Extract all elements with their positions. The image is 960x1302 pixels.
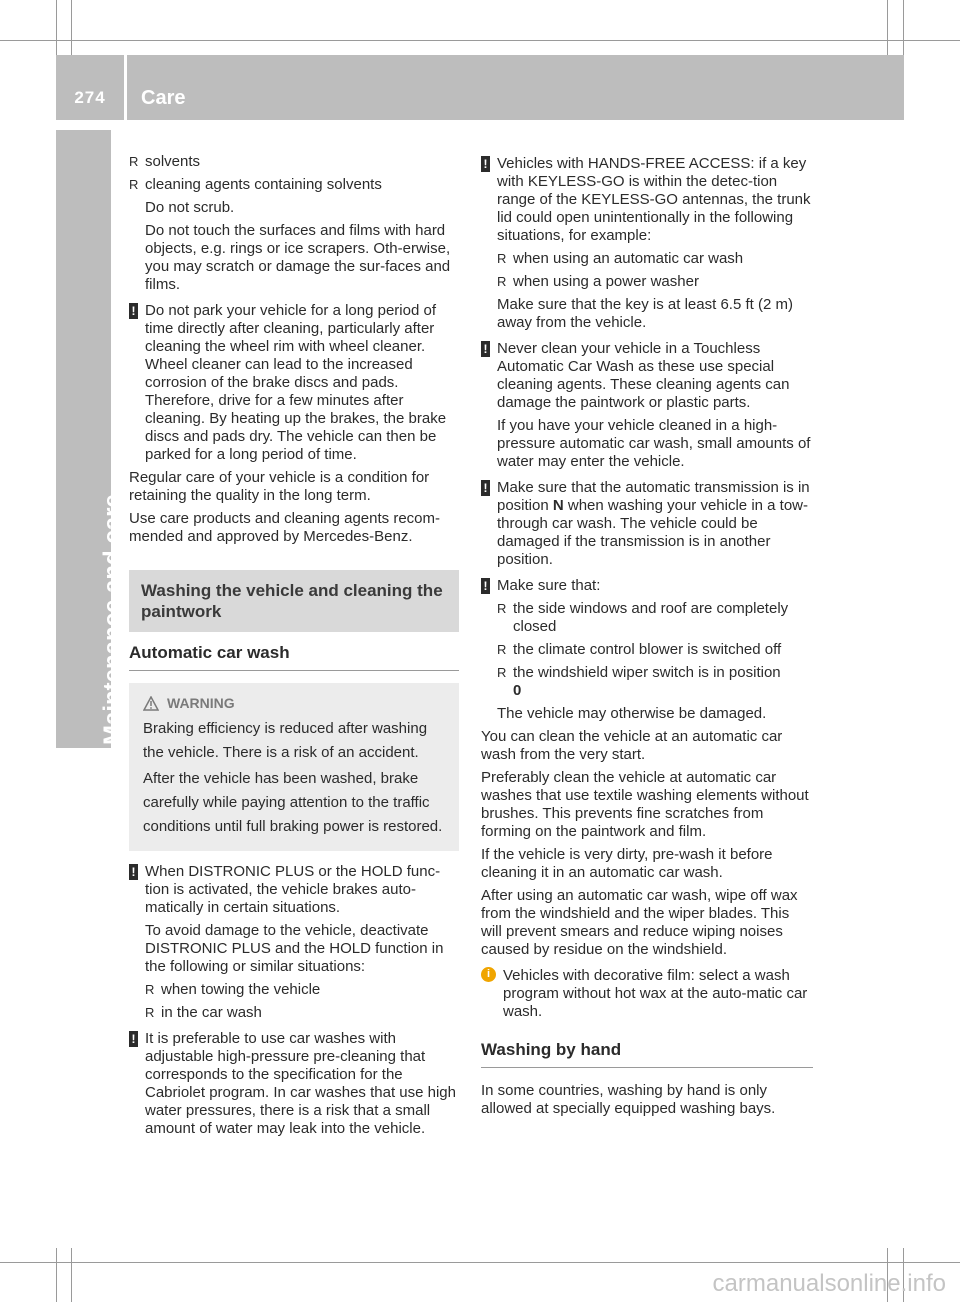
list-item: R the side windows and roof are completely closed [497,600,813,636]
note-text: Make sure that: [497,577,601,594]
note-text-a: Make sure that the automatic transmission is in position [497,479,810,514]
paragraph: The vehicle may otherwise be damaged. [497,705,767,722]
paragraph: If you have your vehicle cleaned in a high-pressure automatic car wash, small amounts of water may enter the vehicle. [497,417,811,470]
gear-position: N [552,497,564,514]
caution-icon: ! [481,341,490,357]
list-item: R the climate control blower is switched off [497,641,813,659]
list-item: R solvents [129,153,459,171]
crop-mark [0,40,960,41]
caution-icon: ! [129,303,138,319]
caution-icon: ! [481,578,490,594]
crop-mark [887,0,888,55]
page-number: 274 [74,88,106,107]
paragraph: Do not scrub. [145,199,235,216]
caution-note [481,479,813,569]
page-title: Care [141,87,186,109]
caution-note [129,1030,459,1138]
caution-note [481,340,813,412]
section-heading: Washing the vehicle and cleaning the paintwork [129,570,459,632]
warning-label: WARNING [167,695,235,711]
warning-text: After the vehicle has been washed, brake carefully while paying attention to the traffic conditions until full braking power is restored. [143,770,443,835]
paragraph: Regular care of your vehicle is a condition for retaining the quality in the long term. [129,469,430,504]
note-text: Do not park your vehicle for a long period of time directly after cleaning, particularly after cleaning the wheel rim with wheel cleaner. Wheel cleaner can lead to the increased corrosion of the brake discs and pads. Therefore, drive for a few minutes after cleaning. By heating up the brakes, the brake discs and pads dry. The vehicle can then be parked for a long period of time. [145,302,447,463]
subheading: Washing by hand [481,1041,813,1068]
crop-mark [71,1248,72,1302]
warning-box [129,683,459,851]
list-item: R when using an automatic car wash [497,250,813,268]
paragraph: Make sure that the key is at least 6.5 ft (2 m) away from the vehicle. [497,296,793,331]
list-item: R in the car wash [145,1004,459,1022]
paragraph: To avoid damage to the vehicle, deactivate DISTRONIC PLUS and the HOLD function in the following or similar situations: [145,922,444,975]
paragraph: If the vehicle is very dirty, pre-wash it before cleaning it in an automatic car wash. [481,846,773,881]
note-text: It is preferable to use car washes with adjustable high-pressure pre-cleaning that corresponds to the specification for the Cabriolet program. In car washes that use high water pressures, there is a risk that a small amount of water may leak into the vehicle. [145,1030,456,1137]
caution-icon: ! [129,1031,138,1047]
watermark: carmanualsonline.info [712,1270,946,1297]
caution-note [129,302,459,464]
paragraph: You can clean the vehicle at an automatic car wash from the very start. [481,728,783,763]
list-item [497,664,813,700]
note-text: Never clean your vehicle in a Touchless Automatic Car Wash as these use special cleaning agents. These cleaning agents can damage the paintwork or plastic parts. [497,340,790,411]
paragraph: Use care products and cleaning agents recom-mended and approved by Mercedes-Benz. [129,510,441,545]
list-item: R when using a power washer [497,273,813,291]
caution-note [481,155,813,245]
crop-mark [56,0,57,55]
subheading: Automatic car wash [129,644,459,671]
caution-icon: ! [481,480,490,496]
header-divider [124,55,127,120]
caution-icon: ! [129,864,138,880]
paragraph: In some countries, washing by hand is only allowed at specially equipped washing bays. [481,1082,776,1117]
paragraph: Preferably clean the vehicle at automatic car washes that use textile washing elements without brushes. This prevents fine scratches from forming on the paintwork and film. [481,769,809,840]
crop-mark [903,0,904,55]
list-item: R cleaning agents containing solvents [129,176,459,194]
warning-icon [143,696,159,711]
note-text: When DISTRONIC PLUS or the HOLD func-tion is activated, the vehicle brakes auto-matically in certain situations. [145,863,441,916]
caution-icon: ! [481,156,490,172]
left-column [129,153,459,1143]
list-item: R when towing the vehicle [145,981,459,999]
caution-note [129,863,459,917]
info-note [481,967,813,1021]
wiper-position: 0 [513,682,522,699]
warning-title [143,691,447,715]
list-item-text: the windshield wiper switch is in position [513,664,781,681]
right-column [481,155,813,1123]
note-text-b: when washing your vehicle in a tow-through car wash. The vehicle could be damaged if the transmission is in another position. [497,497,809,568]
warning-text: Braking efficiency is reduced after washing the vehicle. There is a risk of an accident. [143,720,428,761]
crop-mark [56,1248,57,1302]
side-tab-label: Maintenance and care [99,494,126,745]
caution-note [481,577,813,595]
crop-mark [71,0,72,55]
crop-mark [0,1262,960,1263]
paragraph: Do not touch the surfaces and films with hard objects, e.g. rings or ice scrapers. Oth-erwise, you may scratch or damage the sur-faces and films. [145,222,451,293]
info-icon: i [481,967,496,982]
paragraph: After using an automatic car wash, wipe off wax from the windshield and the wiper blades. This will prevent smears and reduce wiping noises caused by residue on the windshield. [481,887,798,958]
note-text: Vehicles with HANDS-FREE ACCESS: if a key with KEYLESS-GO is within the detec-tion range of the KEYLESS-GO antennas, the trunk lid could open unintentionally in the following situations, for example: [497,155,811,244]
info-text: Vehicles with decorative film: select a wash program without hot wax at the auto-matic car wash. [503,967,808,1020]
